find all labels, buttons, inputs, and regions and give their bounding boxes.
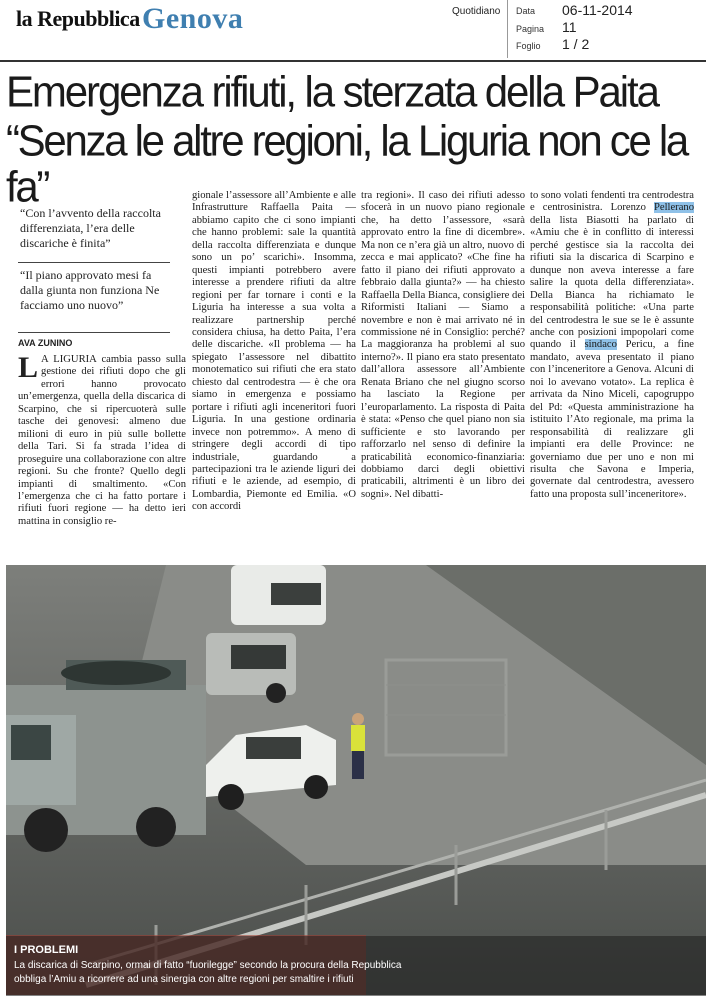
article-column-1: [18, 351, 186, 528]
meta-date-key: Data: [516, 6, 536, 16]
author-byline: AVA ZUNINO: [18, 338, 73, 348]
meta-page-key: Pagina: [516, 24, 545, 34]
edition-name: Genova: [142, 2, 244, 35]
pull-quote-1: “Con l’avvento della raccolta differenziata, l’era delle discariche è finita”: [20, 206, 161, 250]
meta-sheet-value: 1 / 2: [562, 36, 590, 52]
landfill-photo: [6, 565, 706, 995]
article-column-3: tra regioni». Il caso dei rifiuti adesso sfocerà in un nuovo piano regionale che, ha detto l’assessore, «sarà approvato entro la fine di dicembre». Ma non ce n’era già un altro, nuovo di zecca e mai applicato? «Che fine ha fatto il piano dei rifiuti approvato a febbraio dalla giunta?» — ha chiesto Raffaella Della Bianca, consigliere dei Riformisti Italiani — Siamo a novembre e non è mai arrivato né in commissione né in Consiglio: perché? La maggioranza ha problemi al suo interno?». Il piano era stato presentato dall’allora assessore all’Ambiente Renata Briano che nel giugno scorso ha lasciato la Regione per l’europarlamento. La risposta di Paita è stata: «Penso che quel piano non sia sufficiente e sto lavorando per rafforzarlo nel senso di definire la praticabilità economico-finanziaria: dobbiamo darci degli obiettivi praticabili, altrimenti è un libro dei sogni». Nel dibatti-: [361, 190, 525, 500]
headline-main: Emergenza rifiuti, la sterzata della Paita: [6, 67, 658, 116]
article-column-2: gionale l’assessore all’Ambiente e alle Infrastrutture Raffaella Paita — abbiamo capito che ci sono impianti che hanno problemi: sale la quantità della raccolta differenziata e dunque sono un po’ scarichi». Insomma, questi impianti potrebbero avere interesse a prendere rifiuti da altre regioni per far tornare i conti e la Liguria ha interesse a sua volta a realizzare partnership perché considera chiusa, ha detto Paita, l’era delle discariche. «Il problema — ha spiegato l’assessore nel dibattito monotematico sui rifiuti che era stato chiesto dal centrodestra — è che ora siamo in emergenza e possiamo portare i rifiuti agli inceneritori fuori Liguria. In una gestione ordinaria invece non potremmo». A meno di stringere degli accordi di tipo industriale, guardando a partecipazioni tra le aziende liguri dei rifiuti e le aziende, ad esempio, di Lombardia, Piemonte ed Emilia. «O con accordi: [192, 190, 356, 513]
meta-page-value: 11: [562, 19, 577, 35]
meta-sheet-key: Foglio: [516, 41, 541, 51]
column-4-text-b: della lista Biasotti ha parlato di «Amiu che è in conflitto di interessi perché gestisce sia la raccolta dei rifiuti sia la discarica di Scarpino e dunque non aveva interesse a fare salire la quota della differenziata». Della Bianca ha richiamato le responsabilità politiche: «Una parte del centrodestra le sue se le è assunte anche con posizioni impopolari come quando il: [530, 214, 694, 351]
column-4-text-a: to sono volati fendenti tra centrodestra e centrosinistra. Lorenzo: [530, 190, 694, 214]
caption-line-2: obbliga l’Amiu a ricorrere ad una sinergia con altre regioni per smaltire i rifiuti: [14, 974, 354, 985]
pull-quote-2: “Il piano approvato mesi fa dalla giunta non funziona Ne facciamo uno nuovo”: [20, 268, 160, 312]
drop-cap: L: [18, 351, 39, 384]
meta-divider: [507, 0, 508, 58]
quote-divider: [18, 332, 170, 333]
column-1-text: A LIGURIA cambia passo sulla gestione dei rifiuti dopo che gli errori hanno provocato un’emergenza, quella della discarica di Scarpino, che si ripercuoterà sulle tasche dei genovesi: almeno due milioni di euro in più sulle bollette della Tari. Si fa strada l’idea di proseguire una collaborazione con altre regioni. Su che fronte? Quello degli impianti di smaltimento. «Con l’emergenza che ci ha fatto portare i rifiuti fuori regione — ha detto ieri mattina in consiglio re-: [18, 354, 186, 527]
meta-date-value: 06-11-2014: [562, 2, 633, 18]
caption-line-1: La discarica di Scarpino, ormai di fatto “fuorilegge” secondo la procura della Repubblica: [14, 960, 402, 971]
caption-title: I PROBLEMI: [14, 944, 79, 956]
highlight-pellerano: Pellerano: [653, 202, 694, 214]
photo-illustration: [6, 565, 706, 995]
highlight-sindaco: sindaco: [584, 339, 617, 351]
article-column-4: [530, 190, 694, 501]
newspaper-logo: la Repubblica: [16, 6, 140, 31]
headline-quote: “Senza le altre regioni, la Liguria non ce la fa”: [6, 116, 687, 211]
column-4-text-c: Pericu, a fine mandato, aveva presentato il piano con l’inceneritore a Genova. Alcuni di noi lo avevano votato». La replica è arrivata da Nino Miceli, capogruppo del Pd: «Questa amministrazione ha istituito l’Ato regionale, ma prima la responsabilità di realizzare gli impianti era delle Province: ne governiamo due per uno e non mi risulta che Savona e Imperia, governate dal centrodestra, avessero fatto una proposta sull’inceneritore».: [530, 339, 694, 500]
quote-divider: [18, 262, 170, 263]
masthead-rule: [0, 60, 706, 62]
source-label: Quotidiano: [452, 6, 501, 17]
